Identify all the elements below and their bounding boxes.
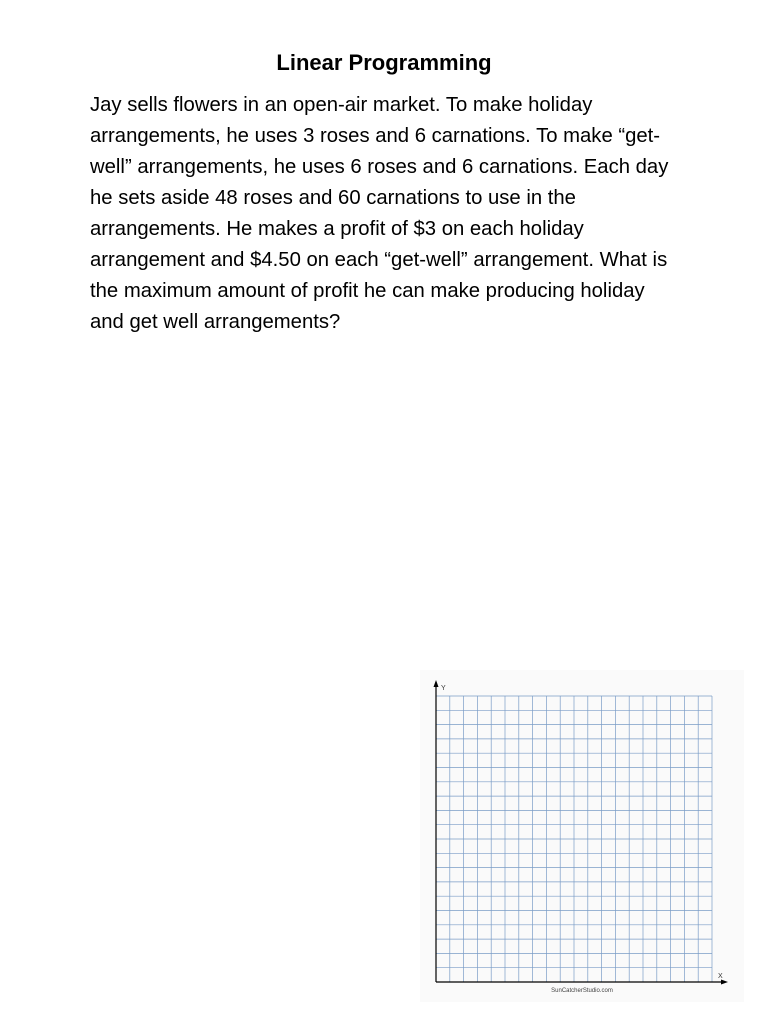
x-axis-arrow-icon — [721, 980, 728, 985]
y-axis-label: Y — [441, 685, 446, 692]
coordinate-grid — [420, 670, 744, 1002]
grid-lines — [436, 696, 712, 982]
credit-text: SunCatcherStudio.com — [551, 988, 613, 994]
x-axis-label: X — [718, 973, 723, 980]
page-title: Linear Programming — [276, 50, 492, 75]
problem-statement: Jay sells flowers in an open-air market. To make holiday arrangements, he uses 3 roses and 6 carnations. To make “get-well” arrangements, he uses 6 roses and 6 carnations. Each day he sets aside 48 roses and 60 carnations to use in the arrangements. He makes a profit of $3 on each holiday arrangement and $4.50 on each “get-well” arrangement. What is the maximum amount of profit he can make producing holiday and get well arrangements? — [90, 94, 669, 333]
grid-graphic — [420, 670, 744, 1002]
y-axis-arrow-icon — [434, 680, 439, 687]
